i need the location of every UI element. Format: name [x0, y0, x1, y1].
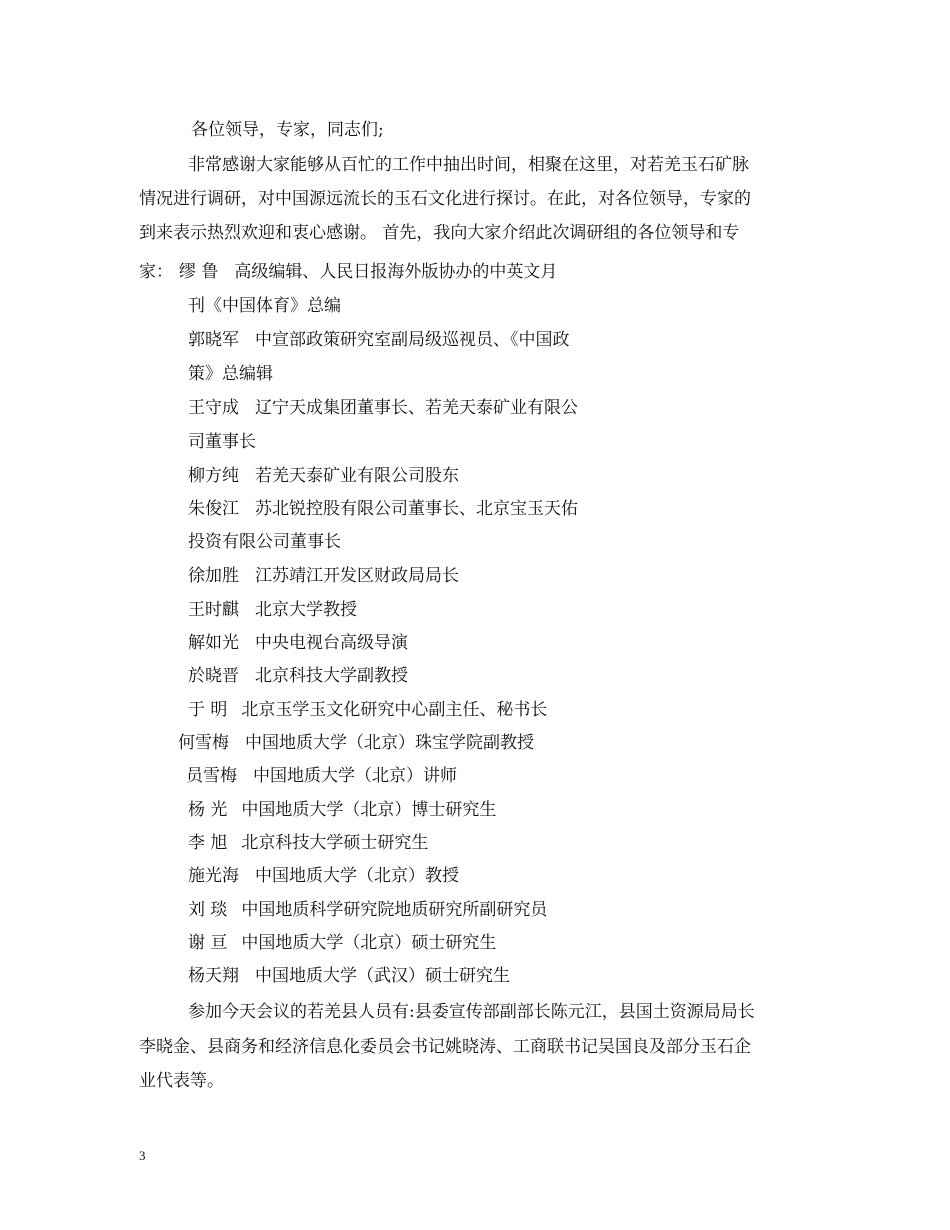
expert-list-item: [188, 633, 408, 653]
expert-title: 辽宁天成集团董事长、若羌天泰矿业有限公: [255, 398, 578, 418]
expert-title: 江苏靖江开发区财政局局长: [255, 566, 459, 586]
expert-list-item: [188, 466, 459, 486]
expert-name: 于 明: [188, 700, 228, 720]
expert-list-item: [188, 866, 459, 886]
expert-title: 北京科技大学硕士研究生: [241, 833, 429, 853]
greeting: 各位领导，专家，同志们;: [191, 120, 384, 140]
expert-name: 李 旭: [188, 833, 228, 853]
expert-list-item: [188, 600, 357, 620]
expert-list-item: [188, 330, 570, 350]
intro-line-1: 非常感谢大家能够从百忙的工作中抽出时间，相聚在这里，对若羌玉石矿脉: [188, 155, 749, 175]
expert-title-continuation: 刊《中国体育》总编: [188, 296, 341, 316]
expert-list-item: [188, 566, 459, 586]
closing-line-3: 业代表等。: [139, 1071, 224, 1091]
expert-title: 苏北锐控股有限公司董事长、北京宝玉天佑: [255, 499, 578, 519]
expert-title: 北京科技大学副教授: [255, 666, 408, 686]
expert-list-item: [188, 933, 496, 953]
page-number: 3: [139, 1148, 146, 1163]
expert-list-item: [188, 900, 547, 920]
expert-title: 中央电视台高级导演: [255, 633, 408, 653]
expert-list-item: [188, 499, 578, 519]
expert-title: 中国地质大学（武汉）硕士研究生: [255, 966, 510, 986]
expert-list-item: [188, 398, 578, 418]
expert-title-continuation: 司董事长: [188, 432, 256, 452]
expert-name: 朱俊江: [188, 499, 239, 519]
expert-title: 中国地质科学研究院地质研究所副研究员: [241, 900, 548, 920]
expert-name: 施光海: [188, 866, 239, 886]
expert-title: 中国地质大学（北京）讲师: [253, 766, 457, 786]
expert-name: 杨 光: [188, 800, 228, 820]
expert-list-item: [188, 833, 428, 853]
expert-name: 徐加胜: [188, 566, 239, 586]
expert-name: 缪 鲁: [179, 262, 219, 282]
expert-title: 北京玉学玉文化研究中心副主任、秘书长: [241, 700, 548, 720]
expert-title: 高级编辑、人民日报海外版协办的中英文月: [234, 262, 558, 282]
expert-name: 王守成: [188, 398, 239, 418]
expert-name: 谢 亘: [188, 933, 228, 953]
expert-title: 若羌天泰矿业有限公司股东: [255, 466, 459, 486]
expert-name: 何雪梅: [178, 733, 229, 753]
intro-line-3: 到来表示热烈欢迎和衷心感谢。 首先，我向大家介绍此次调研组的各位领导和专: [139, 223, 740, 243]
expert-name: 柳方纯: [188, 466, 239, 486]
expert-title-continuation: 投资有限公司董事长: [188, 532, 341, 552]
closing-line-2: 李晓金、县商务和经济信息化委员会书记姚晓涛、工商联书记吴国良及部分玉石企: [139, 1037, 751, 1057]
expert-title: 中国地质大学（北京）珠宝学院副教授: [245, 733, 534, 753]
expert-title: 中宣部政策研究室副局级巡视员、《中国政: [255, 330, 570, 350]
expert-list-item: [139, 262, 557, 282]
expert-list-item: [188, 800, 496, 820]
expert-title-continuation: 策》总编辑: [188, 364, 273, 384]
expert-name: 郭晓军: [188, 330, 239, 350]
expert-title: 中国地质大学（北京）博士研究生: [241, 800, 497, 820]
expert-name: 杨天翔: [188, 966, 239, 986]
closing-line-1: 参加今天会议的若羌县人员有:县委宣传部副部长陈元江，县国土资源局局长: [188, 1002, 755, 1022]
expert-list-item: [188, 700, 547, 720]
expert-list-item: [178, 733, 534, 753]
expert-name: 员雪梅: [186, 766, 237, 786]
expert-name: 刘 琰: [188, 900, 228, 920]
expert-title: 中国地质大学（北京）教授: [255, 866, 459, 886]
expert-name: 於晓晋: [188, 666, 239, 686]
expert-list-item: [186, 766, 457, 786]
expert-title: 中国地质大学（北京）硕士研究生: [241, 933, 497, 953]
intro-line-2: 情况进行调研，对中国源远流长的玉石文化进行探讨。在此，对各位领导，专家的: [139, 189, 751, 209]
expert-list-item: [188, 966, 510, 986]
expert-name: 解如光: [188, 633, 239, 653]
expert-name: 王时麒: [188, 600, 239, 620]
experts-prefix: 家：: [139, 262, 173, 282]
expert-title: 北京大学教授: [255, 600, 357, 620]
expert-list-item: [188, 666, 408, 686]
